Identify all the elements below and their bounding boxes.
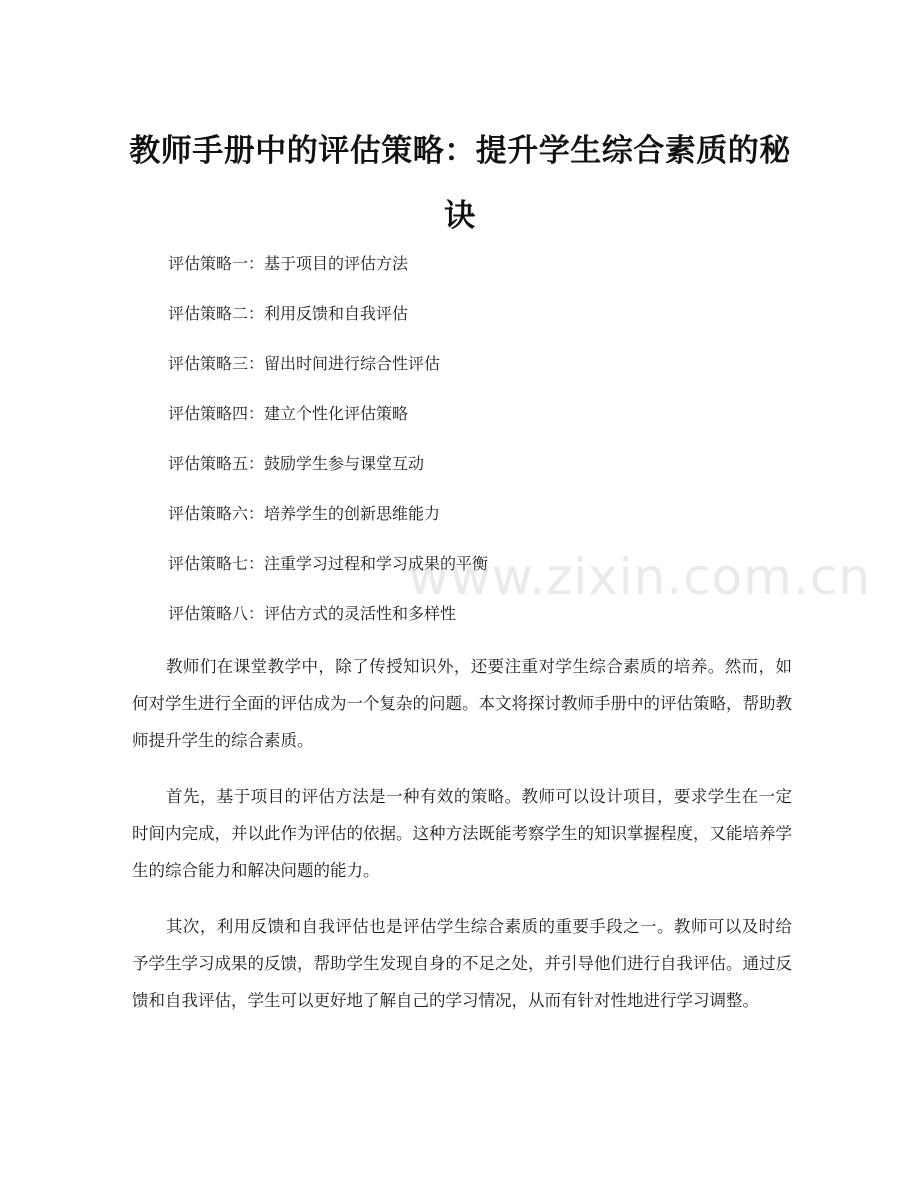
- strategy-list: [168, 250, 488, 650]
- strategy-item-1: 评估策略一：基于项目的评估方法: [168, 254, 409, 273]
- strategy-item-8: 评估策略八：评估方式的灵活性和多样性: [168, 604, 457, 623]
- watermark: www.zixin.com.cn: [408, 548, 872, 606]
- strategy-item-4: 评估策略四：建立个性化评估策略: [168, 404, 409, 423]
- strategy-item-2: 评估策略二：利用反馈和自我评估: [168, 304, 409, 323]
- paragraph-intro: 教师们在课堂教学中，除了传授知识外，还要注重对学生综合素质的培养。然而，如何对学生进行全面的评估成为一个复杂的问题。本文将探讨教师手册中的评估策略，帮助教师提升学生的综合素质。: [132, 657, 792, 750]
- body-text: [132, 648, 792, 1038]
- paragraph-first: 首先，基于项目的评估方法是一种有效的策略。教师可以设计项目，要求学生在一定时间内完成，并以此作为评估的依据。这种方法既能考察学生的知识掌握程度，又能培养学生的综合能力和解决问题的能力。: [132, 787, 792, 880]
- strategy-item-6: 评估策略六：培养学生的创新思维能力: [168, 504, 441, 523]
- paragraph-second: 其次，利用反馈和自我评估也是评估学生综合素质的重要手段之一。教师可以及时给予学生学习成果的反馈，帮助学生发现自身的不足之处，并引导他们进行自我评估。通过反馈和自我评估，学生可以更好地了解自己的学习情况，从而有针对性地进行学习调整。: [132, 917, 792, 1010]
- strategy-item-7: 评估策略七：注重学习过程和学习成果的平衡: [168, 554, 489, 573]
- strategy-item-3: 评估策略三：留出时间进行综合性评估: [168, 354, 441, 373]
- strategy-item-5: 评估策略五：鼓励学生参与课堂互动: [168, 454, 425, 473]
- document-title: 教师手册中的评估策略：提升学生综合素质的秘诀: [129, 132, 791, 234]
